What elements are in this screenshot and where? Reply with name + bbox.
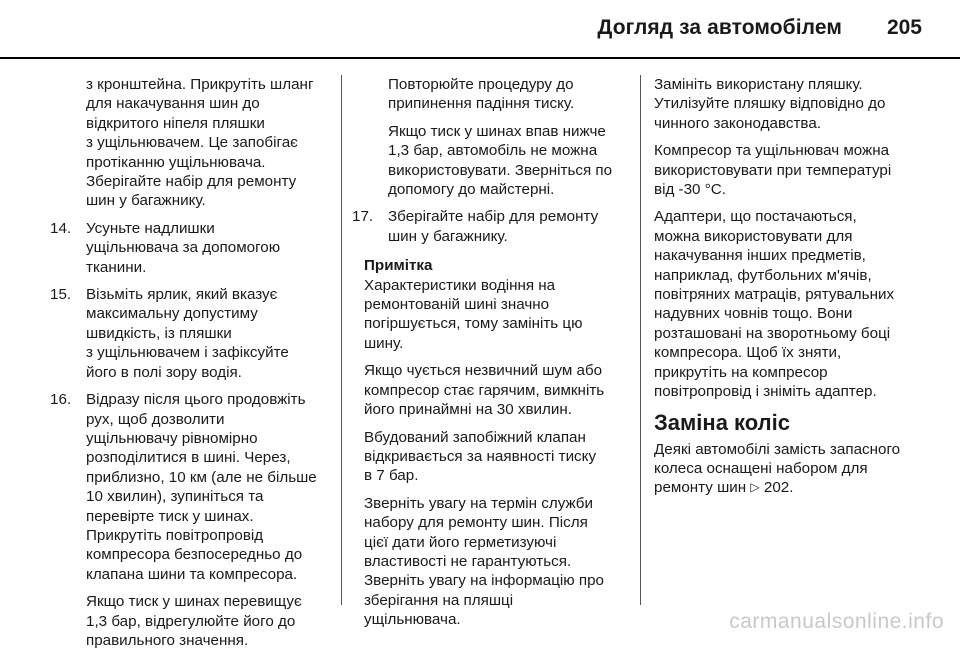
text-line: чинного законодавства.	[654, 114, 821, 132]
text-line: Відразу після цього продовжіть	[86, 391, 306, 409]
text-line: колеса оснащені набором для	[654, 459, 868, 477]
text-line: його в полі зору водія.	[86, 363, 242, 381]
paragraph	[654, 75, 946, 133]
text-line: приблизно, 10 км (але не більше	[86, 468, 317, 486]
text-line: Утилізуйте пляшку відповідно до	[654, 95, 886, 113]
text-line: Якщо тиск у шинах перевищує	[86, 593, 302, 611]
text-line: розташовані на зворотньому боці	[654, 324, 891, 342]
text-line: погіршується, тому замініть цю	[364, 315, 583, 333]
text-line: Характеристики водіння на	[364, 276, 556, 294]
text-line: з ущільнювачем. Це запобігає	[86, 134, 298, 152]
step-number: 16.	[50, 391, 72, 409]
text-line: ремонтованій шині значно	[364, 296, 550, 314]
text-line: відкривається за наявності тиску	[364, 447, 597, 465]
step-16	[50, 390, 340, 650]
text-line: розподілитися в шині. Через,	[86, 449, 291, 467]
text-line: надувних човнів тощо. Вони	[654, 305, 853, 323]
continued-paragraph	[352, 75, 642, 114]
text-line: Прикрутіть повітропровід	[86, 526, 264, 544]
text-line: Усуньте надлишки	[86, 219, 215, 237]
text-line: використовувати. Зверніться по	[388, 161, 613, 179]
text-line: припинення падіння тиску.	[388, 95, 575, 113]
step-17	[352, 207, 642, 246]
text-line: ущільнювача.	[364, 611, 461, 629]
step-14	[50, 219, 340, 277]
text-line: наприклад, футбольних м'ячів,	[654, 266, 872, 284]
text-line: компресора. Щоб їх зняти,	[654, 344, 842, 362]
paragraph	[654, 141, 946, 199]
note-block	[352, 276, 642, 630]
text-line: Компресор та ущільнювач можна	[654, 142, 890, 160]
step-paragraph	[388, 207, 642, 246]
text-line: максимальну допустиму	[86, 305, 258, 323]
text-line: компресора безпосередньо до	[86, 546, 303, 564]
text-line: в 7 бар.	[364, 467, 419, 485]
text-line: повітряних матраців, рятувальних	[654, 286, 895, 304]
column-1	[50, 75, 340, 658]
text-line	[654, 478, 946, 497]
text-line: рух, щоб дозволити	[86, 410, 225, 428]
text-line: 1,3 бар, автомобіль не можна	[388, 142, 598, 160]
text-line: для накачування шин до	[86, 95, 260, 113]
text-line: з ущільнювачем і зафіксуйте	[86, 344, 289, 362]
page-header	[0, 0, 960, 60]
text-fragment: ремонту шин	[654, 479, 747, 497]
watermark: carmanualsonline.info	[729, 610, 944, 633]
text-line: 10 хвилин), зупиніться та	[86, 488, 264, 506]
header-rule	[0, 57, 960, 59]
text-line: Зберігайте набір для ремонту	[388, 208, 599, 226]
text-line: Зверніть увагу на інформацію про	[364, 572, 604, 590]
text-line: Деякі автомобілі замість запасного	[654, 440, 901, 458]
paragraph	[654, 207, 946, 401]
column-3	[654, 75, 946, 506]
text-line: швидкість, із пляшки	[86, 324, 232, 342]
text-line: з кронштейна. Прикрутіть шланг	[86, 76, 314, 93]
note-paragraph	[364, 428, 642, 486]
text-line: шин у багажнику.	[86, 192, 206, 210]
text-line: 1,3 бар, відрегулюйте його до	[86, 612, 296, 630]
continued-paragraph	[352, 122, 642, 200]
header-title: Догляд за автомобілем	[597, 16, 842, 39]
text-line: Адаптери, що постачаються,	[654, 208, 857, 226]
text-line: правильного значення.	[86, 631, 249, 649]
text-line: від -30 °C.	[654, 181, 726, 199]
text-line: Якщо тиск у шинах впав нижче	[388, 122, 606, 140]
text-line: шину.	[364, 334, 404, 352]
text-line: властивості не гарантуються.	[364, 552, 572, 570]
text-line: Зберігайте набір для ремонту	[86, 173, 297, 191]
step-15	[50, 285, 340, 382]
text-line: Замініть використану пляшку.	[654, 76, 863, 93]
text-line: протіканню ущільнювача.	[86, 153, 266, 171]
text-line: Зверніть увагу на термін служби	[364, 494, 593, 512]
paragraph	[654, 440, 946, 498]
text-line: накачування інших предметів,	[654, 247, 866, 265]
column-2	[352, 75, 642, 638]
text-line: можна використовувати для	[654, 227, 853, 245]
text-line: повітропровід і зніміть адаптер.	[654, 383, 877, 401]
step-number: 14.	[50, 219, 72, 237]
text-line: тканини.	[86, 258, 147, 276]
text-line: Візьміть ярлик, який вказує	[86, 286, 278, 304]
step-paragraph	[86, 285, 340, 382]
section-heading: Заміна коліс	[654, 409, 790, 435]
note-paragraph	[364, 361, 642, 419]
continued-paragraph	[50, 75, 340, 211]
step-paragraph	[86, 390, 340, 584]
step-paragraph	[86, 219, 340, 277]
note-paragraph	[364, 276, 642, 354]
text-line: перевірте тиск у шинах.	[86, 507, 254, 525]
text-line: ущільнювача за допомогою	[86, 239, 281, 257]
text-line: допомогу до майстерні.	[388, 181, 555, 199]
note-title: Примітка	[364, 257, 433, 275]
text-line: Повторюйте процедуру до	[388, 76, 574, 93]
text-line: Вбудований запобіжний клапан	[364, 428, 586, 446]
text-line: використовувати при температурі	[654, 161, 892, 179]
step-number: 17.	[352, 208, 374, 226]
text-line: відкритого ніпеля пляшки	[86, 114, 265, 132]
note-paragraph	[364, 494, 642, 630]
text-line: клапана шини та компресора.	[86, 565, 298, 583]
step-number: 15.	[50, 286, 72, 304]
text-line: прикрутіть на компресор	[654, 363, 828, 381]
cross-reference-arrow-icon: ▷	[750, 480, 760, 495]
column-divider-left	[341, 75, 342, 605]
text-line: зберігання на пляшці	[364, 591, 514, 609]
cross-reference-link[interactable]: 202.	[763, 479, 794, 497]
text-line: компресор стає гарячим, вимкніть	[364, 381, 605, 399]
text-line: Якщо чується незвичний шум або	[364, 362, 603, 380]
text-line: його принаймні на 30 хвилин.	[364, 401, 572, 419]
text-line: шин у багажнику.	[388, 227, 508, 245]
text-line: ущільнювачу рівномірно	[86, 429, 258, 447]
text-line: набору для ремонту шин. Після	[364, 514, 588, 532]
page-number: 205	[886, 16, 922, 39]
text-line: цієї дати його герметизуючі	[364, 533, 557, 551]
